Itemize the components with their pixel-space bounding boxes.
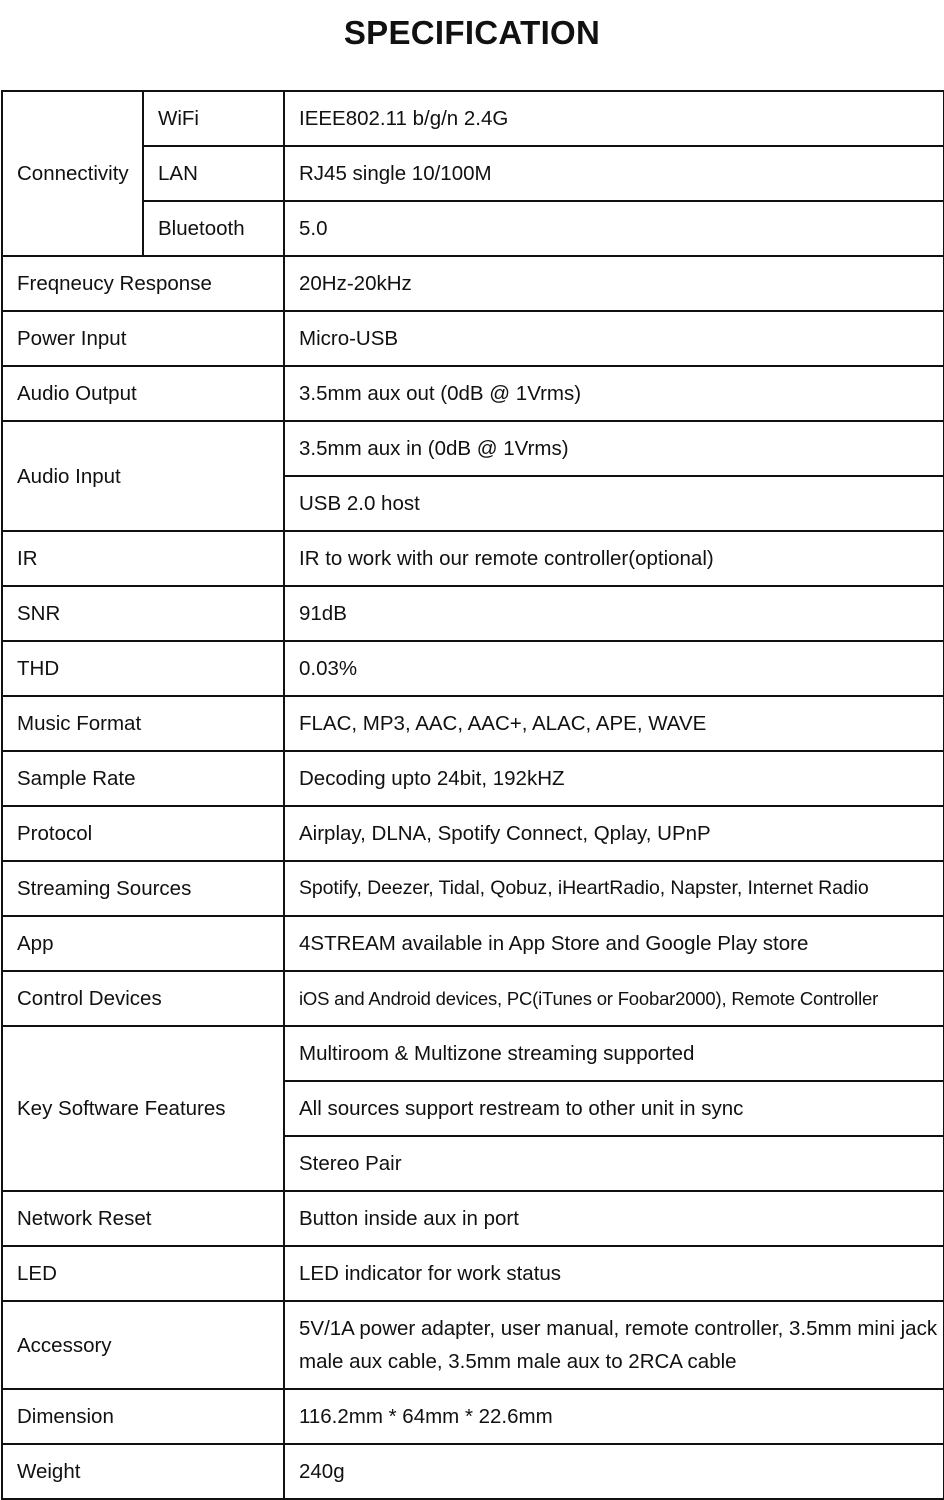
value-snr: 91dB: [284, 586, 944, 641]
table-row: [2, 806, 944, 861]
table-row: [2, 1191, 944, 1246]
value-sample-rate: Decoding upto 24bit, 192kHZ: [284, 751, 944, 806]
value-accessory: 5V/1A power adapter, user manual, remote controller, 3.5mm mini jack male aux cable, 3.5mm male aux to 2RCA cable: [284, 1301, 944, 1389]
table-row: [2, 916, 944, 971]
sub-label-lan: LAN: [143, 146, 284, 201]
sub-label-wifi: WiFi: [143, 91, 284, 146]
row-label-frequency: Freqneucy Response: [2, 256, 284, 311]
row-label-audio-input: Audio Input: [2, 421, 284, 531]
row-label-music-format: Music Format: [2, 696, 284, 751]
sub-label-bluetooth: Bluetooth: [143, 201, 284, 256]
value-audio-input-aux: 3.5mm aux in (0dB @ 1Vrms): [284, 421, 944, 476]
table-row: [2, 256, 944, 311]
row-label-dimension: Dimension: [2, 1389, 284, 1444]
table-row: [2, 366, 944, 421]
table-row: [2, 146, 944, 201]
value-bluetooth: 5.0: [284, 201, 944, 256]
table-row: [2, 1301, 944, 1389]
value-audio-input-usb: USB 2.0 host: [284, 476, 944, 531]
value-key-software-multiroom: Multiroom & Multizone streaming supported: [284, 1026, 944, 1081]
value-power-input: Micro-USB: [284, 311, 944, 366]
value-lan: RJ45 single 10/100M: [284, 146, 944, 201]
table-row: [2, 1026, 944, 1081]
value-protocol: Airplay, DLNA, Spotify Connect, Qplay, UPnP: [284, 806, 944, 861]
row-label-thd: THD: [2, 641, 284, 696]
table-row: [2, 1246, 944, 1301]
specification-table: [1, 90, 944, 1500]
value-dimension: 116.2mm * 64mm * 22.6mm: [284, 1389, 944, 1444]
row-label-streaming-sources: Streaming Sources: [2, 861, 284, 916]
table-row: [2, 586, 944, 641]
page-title: SPECIFICATION: [343, 14, 601, 51]
table-row: [2, 971, 944, 1026]
table-row: [2, 531, 944, 586]
table-row: [2, 421, 944, 476]
value-app: 4STREAM available in App Store and Google Play store: [284, 916, 944, 971]
value-ir: IR to work with our remote controller(optional): [284, 531, 944, 586]
table-row: [2, 696, 944, 751]
value-key-software-restream: All sources support restream to other unit in sync: [284, 1081, 944, 1136]
row-label-audio-output: Audio Output: [2, 366, 284, 421]
table-row: [2, 1389, 944, 1444]
value-music-format: FLAC, MP3, AAC, AAC+, ALAC, APE, WAVE: [284, 696, 944, 751]
table-row: [2, 861, 944, 916]
table-row: [2, 641, 944, 696]
row-label-key-software: Key Software Features: [2, 1026, 284, 1191]
row-label-app: App: [2, 916, 284, 971]
row-label-snr: SNR: [2, 586, 284, 641]
row-label-accessory: Accessory: [2, 1301, 284, 1389]
row-label-network-reset: Network Reset: [2, 1191, 284, 1246]
value-streaming-sources: Spotify, Deezer, Tidal, Qobuz, iHeartRadio, Napster, Internet Radio: [284, 861, 944, 916]
table-row: [2, 1444, 944, 1499]
row-label-control-devices: Control Devices: [2, 971, 284, 1026]
row-label-connectivity: Connectivity: [2, 91, 143, 256]
table-row: [2, 201, 944, 256]
value-control-devices: iOS and Android devices, PC(iTunes or Foobar2000), Remote Controller: [284, 971, 944, 1026]
row-label-led: LED: [2, 1246, 284, 1301]
value-wifi: IEEE802.11 b/g/n 2.4G: [284, 91, 944, 146]
row-label-protocol: Protocol: [2, 806, 284, 861]
table-row: [2, 751, 944, 806]
table-row: [2, 311, 944, 366]
row-label-ir: IR: [2, 531, 284, 586]
value-frequency: 20Hz-20kHz: [284, 256, 944, 311]
value-thd: 0.03%: [284, 641, 944, 696]
value-audio-output: 3.5mm aux out (0dB @ 1Vrms): [284, 366, 944, 421]
value-led: LED indicator for work status: [284, 1246, 944, 1301]
row-label-power-input: Power Input: [2, 311, 284, 366]
value-network-reset: Button inside aux in port: [284, 1191, 944, 1246]
row-label-weight: Weight: [2, 1444, 284, 1499]
value-weight: 240g: [284, 1444, 944, 1499]
value-key-software-stereo: Stereo Pair: [284, 1136, 944, 1191]
table-row: [2, 91, 944, 146]
row-label-sample-rate: Sample Rate: [2, 751, 284, 806]
